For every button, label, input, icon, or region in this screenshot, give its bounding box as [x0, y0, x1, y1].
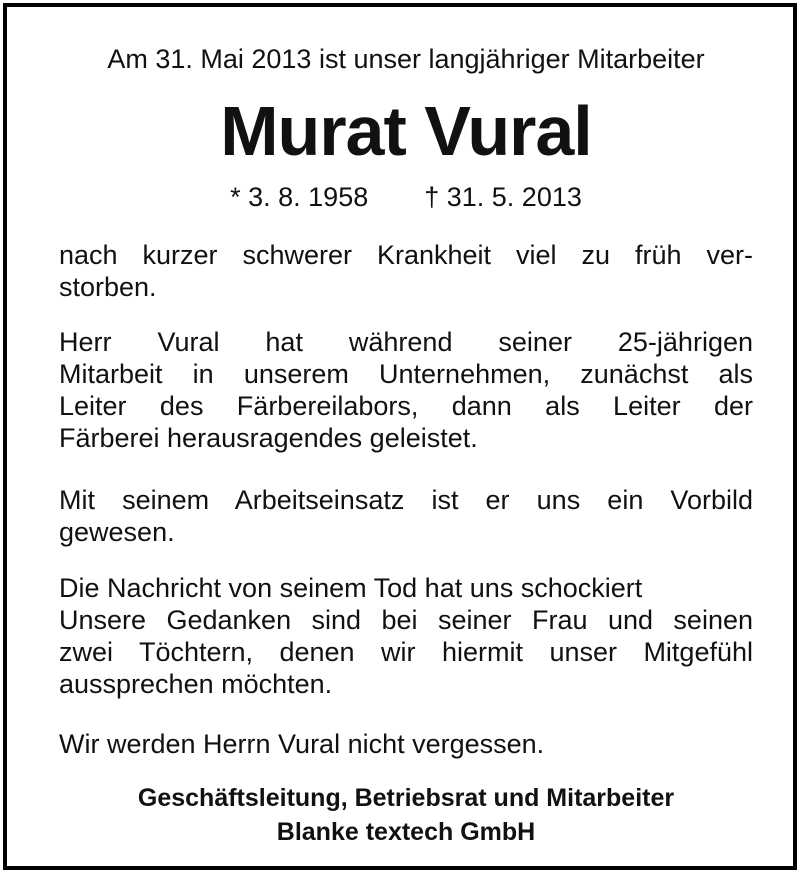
signature-line-1: Geschäftsleitung, Betriebsrat und Mitarbeiter — [137, 784, 675, 812]
paragraph-line: Unsere Gedanken sind bei seiner Frau und seinen — [59, 605, 753, 635]
signature-block — [59, 781, 753, 849]
deceased-name: Murat Vural — [220, 92, 592, 170]
paragraph-line: Mit seinem Arbeitseinsatz ist er uns ein Vorbild — [59, 485, 753, 515]
paragraph-line: zwei Töchtern, denen wir hiermit unser Mitgefühl — [59, 637, 753, 667]
paragraph-condolences — [59, 572, 753, 700]
signature-line-2: Blanke textech GmbH — [276, 818, 536, 846]
paragraph-line: Die Nachricht von seinem Tod hat uns schockiert — [59, 573, 643, 603]
paragraph-line: gewesen. — [59, 517, 175, 547]
paragraph-line: Leiter des Färbereilabors, dann als Leiter der — [59, 391, 753, 421]
paragraph-line: Färberei herausragendes geleistet. — [59, 423, 478, 453]
paragraph-remembrance — [59, 728, 753, 760]
paragraph-role-model — [59, 484, 753, 548]
death-date: † 31. 5. 2013 — [424, 182, 582, 212]
paragraph-announcement — [59, 239, 753, 303]
paragraph-line: Herr Vural hat während seiner 25-jährigen — [59, 327, 753, 357]
life-dates — [59, 181, 753, 213]
intro-text: Am 31. Mai 2013 ist unser langjähriger Mitarbeiter — [107, 44, 705, 74]
paragraph-career — [59, 326, 753, 454]
paragraph-line: Mitarbeit in unserem Unternehmen, zunächst als — [59, 359, 753, 389]
paragraph-line: storben. — [59, 272, 157, 302]
obituary-notice — [3, 3, 797, 870]
paragraph-line: Wir werden Herrn Vural nicht vergessen. — [59, 729, 545, 759]
paragraph-line: aussprechen möchten. — [59, 669, 333, 699]
paragraph-line: nach kurzer schwerer Krankheit viel zu früh ver- — [59, 240, 753, 270]
birth-date: * 3. 8. 1958 — [230, 182, 369, 212]
